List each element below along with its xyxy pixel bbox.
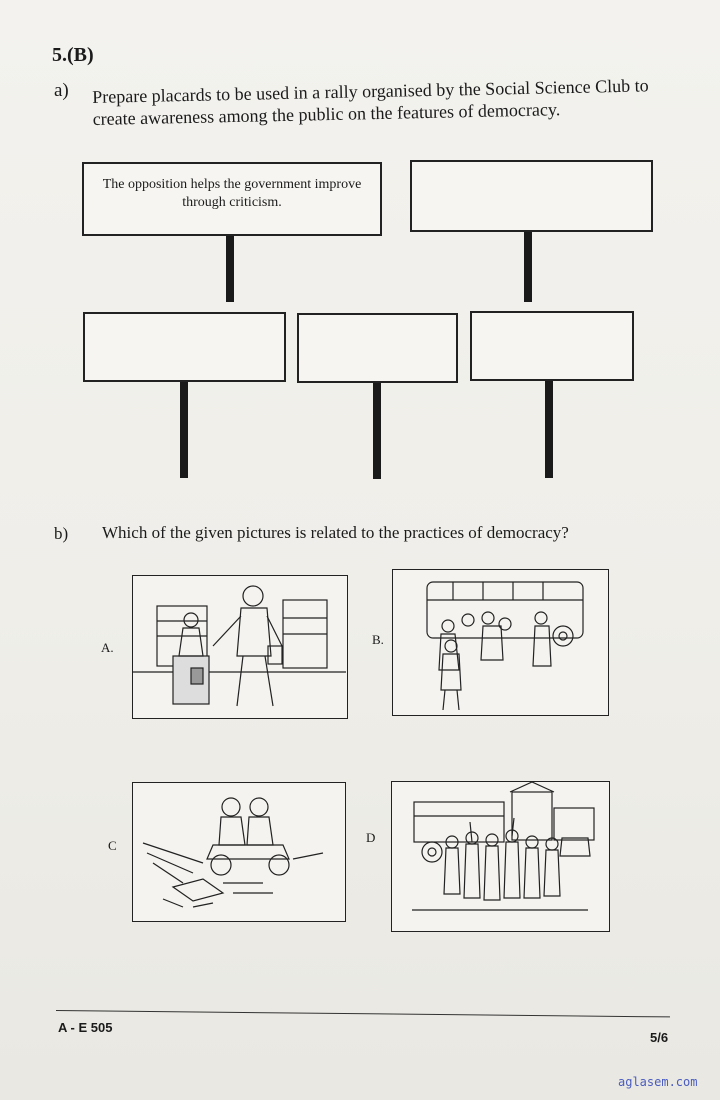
part-b-question: Which of the given pictures is related to the practices of democracy? bbox=[102, 523, 569, 542]
placard-3-text bbox=[85, 314, 284, 326]
option-b-picture bbox=[392, 569, 609, 716]
option-d-label: D bbox=[366, 830, 376, 845]
placard-5-stick bbox=[545, 381, 553, 478]
option-c-label: C bbox=[108, 838, 117, 853]
paper-code: A - E 505 bbox=[58, 1020, 113, 1035]
scooter-illustration bbox=[133, 783, 344, 920]
placard-4-stick bbox=[373, 383, 381, 479]
watermark: aglasem.com bbox=[618, 1075, 698, 1089]
placard-1-stick bbox=[226, 236, 234, 302]
rally-illustration bbox=[392, 782, 608, 930]
part-a-question: Prepare placards to be used in a rally organised by the Social Science Club to create awareness among the public on the features of democracy. bbox=[92, 75, 649, 129]
page-number: 5/6 bbox=[650, 1030, 669, 1045]
footer-divider bbox=[56, 1010, 670, 1017]
placard-2 bbox=[410, 160, 653, 232]
placard-4 bbox=[297, 313, 458, 383]
bus-crowd-illustration bbox=[393, 570, 607, 714]
placard-3 bbox=[83, 312, 286, 382]
placard-4-text bbox=[299, 315, 456, 327]
option-d-picture bbox=[391, 781, 610, 932]
placard-2-text bbox=[412, 162, 651, 174]
voting-illustration bbox=[133, 576, 346, 717]
part-b-label: b) bbox=[54, 524, 69, 543]
option-c-picture bbox=[132, 782, 346, 922]
placard-1-text: The opposition helps the government improve through criticism. bbox=[102, 177, 362, 210]
placard-5-text bbox=[472, 313, 632, 325]
question-number: 5.(B) bbox=[52, 44, 94, 66]
option-b-label: B. bbox=[372, 632, 384, 647]
part-a-label: a) bbox=[54, 80, 69, 101]
option-a-label: A. bbox=[101, 640, 114, 655]
option-a-picture bbox=[132, 575, 348, 719]
placard-3-stick bbox=[180, 382, 188, 478]
placard-1 bbox=[82, 162, 382, 236]
placard-5 bbox=[470, 311, 634, 381]
placard-2-stick bbox=[524, 232, 532, 302]
